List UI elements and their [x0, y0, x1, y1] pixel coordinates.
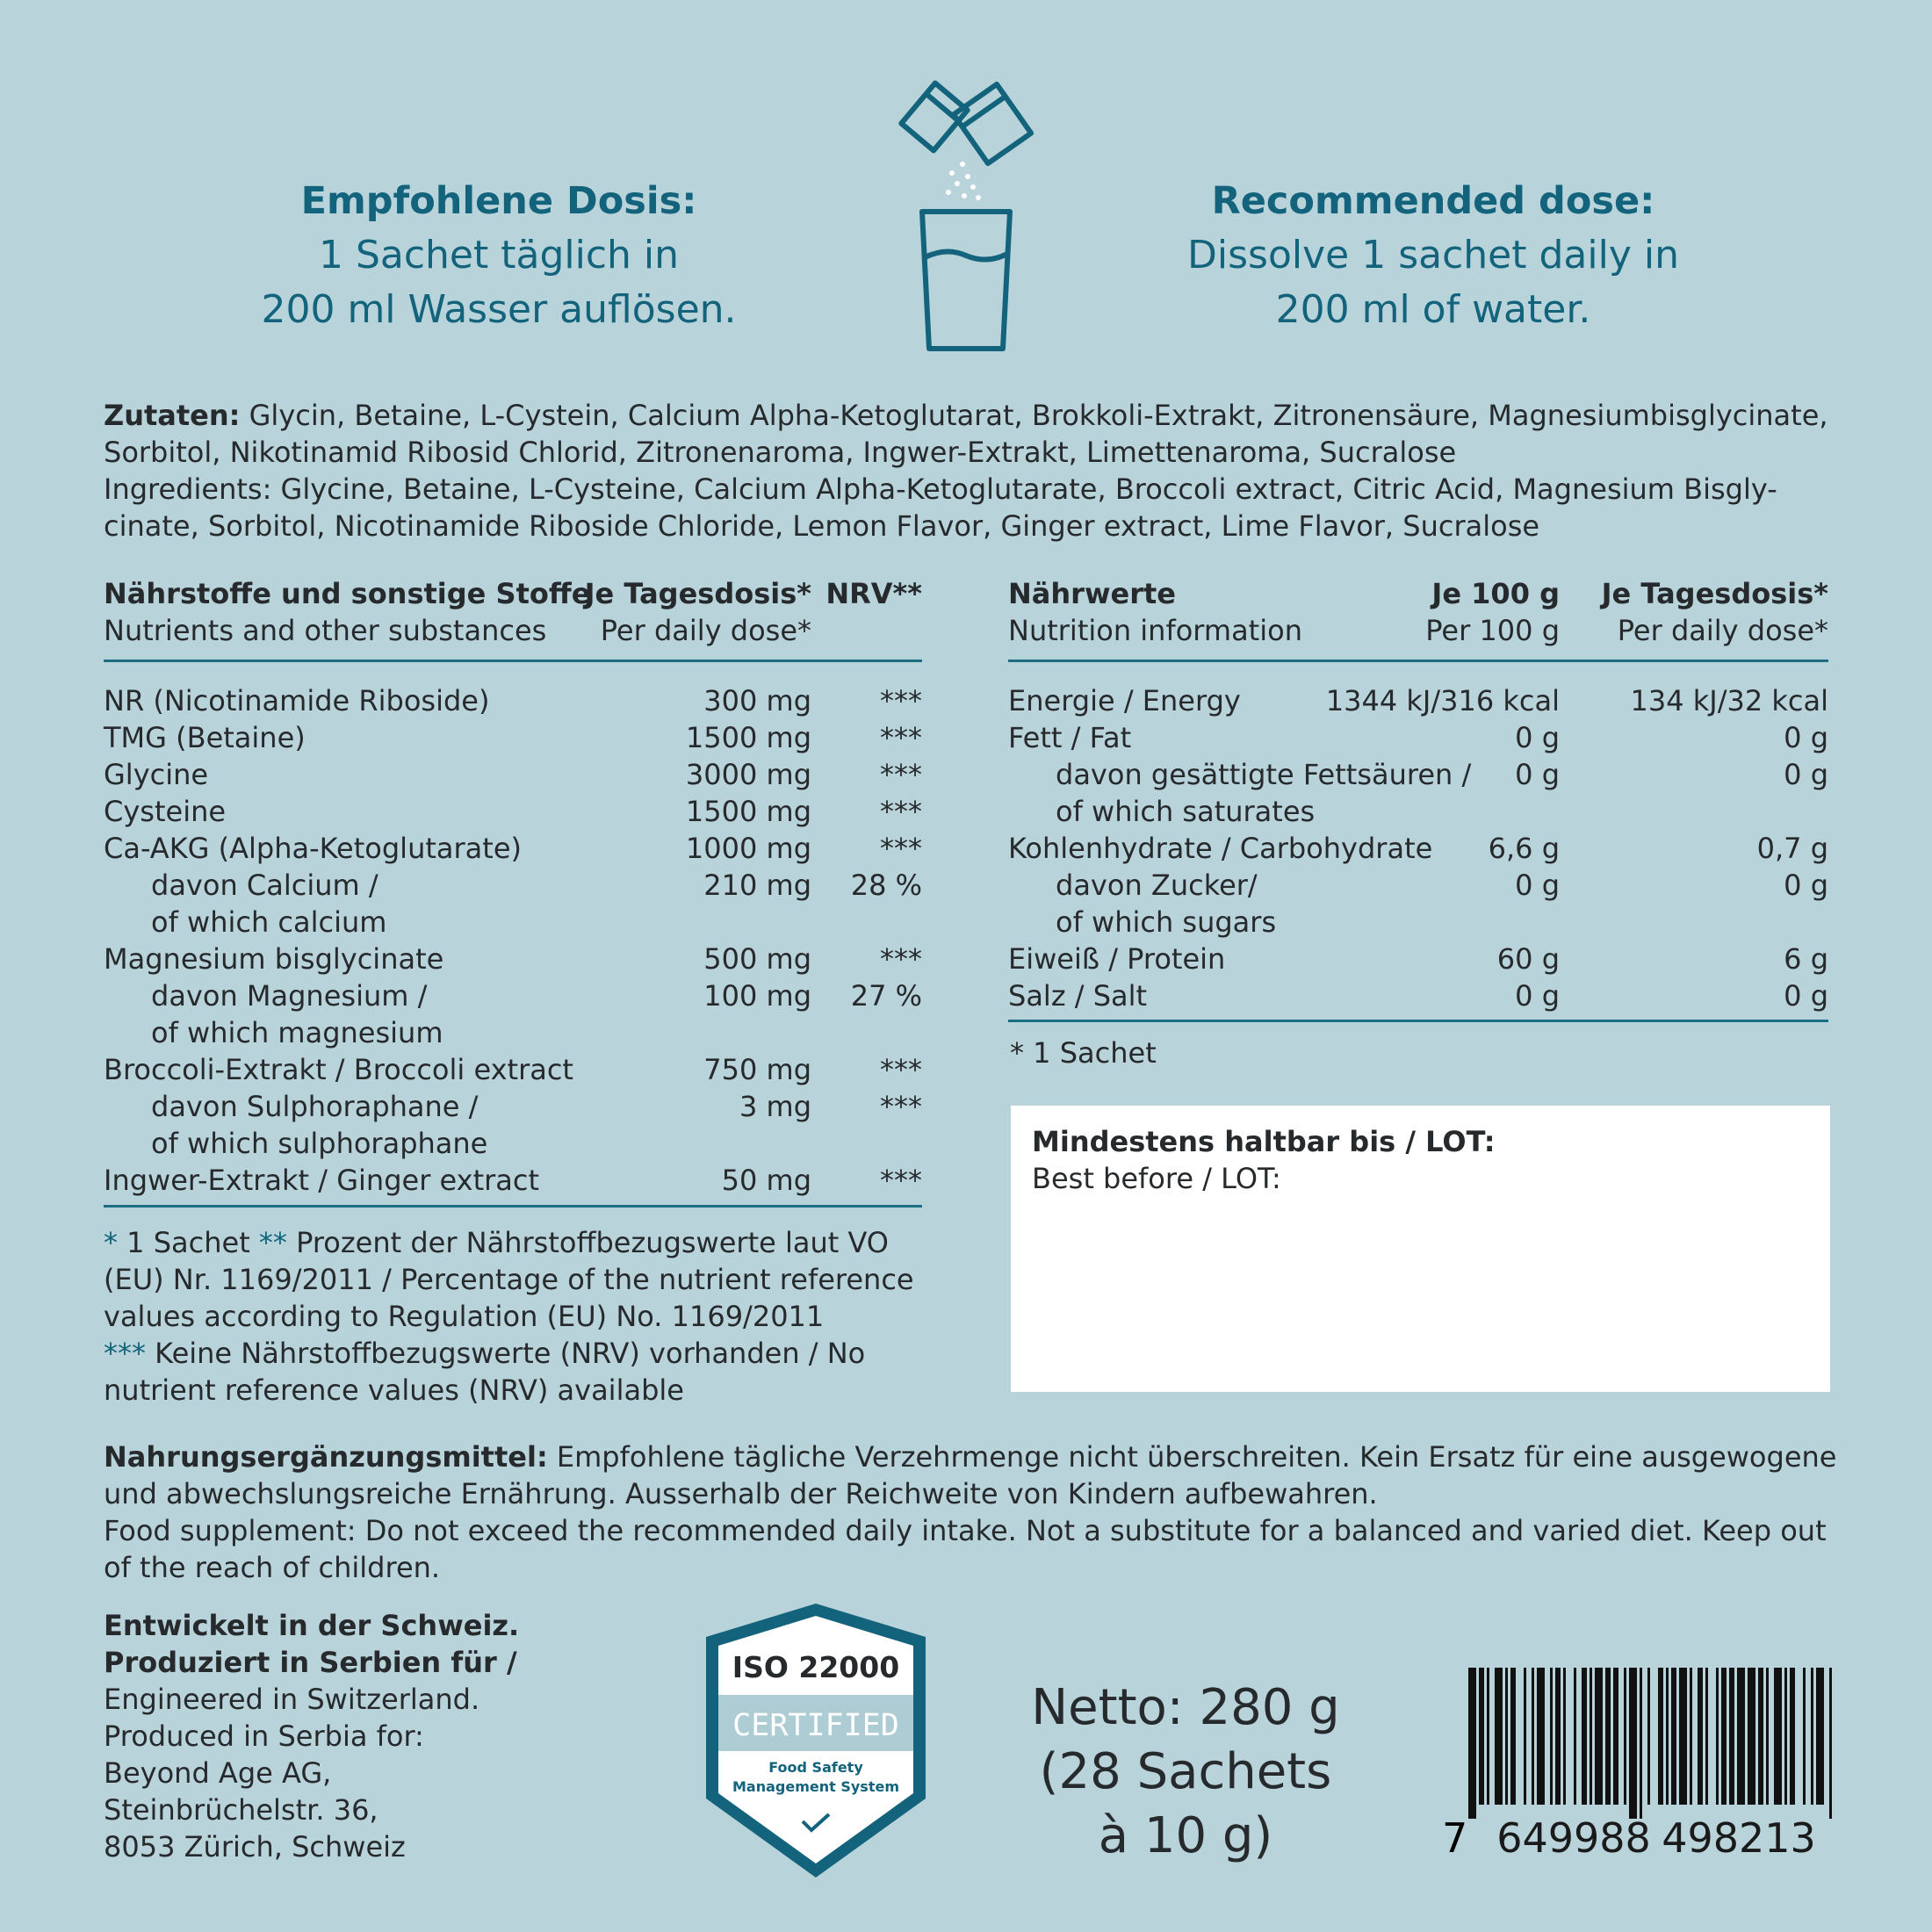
ingredients-de-text: Glycin, Betaine, L-Cystein, Calcium Alpha-Ketoglutarat, Brokkoli-Extrakt, Zitronensäure, Magnesiumbisglycinate, Sorbitol, Nikotinamid Ribosid Chlorid, Zitronenaroma, Ingwer-Extrakt, Limettenaroma, Sucralose: [104, 399, 1828, 469]
barcode-bar: [1811, 1668, 1813, 1805]
nutrient-nrv: ***: [880, 1053, 922, 1086]
barcode-bar: [1590, 1668, 1592, 1805]
nutrition-name: Eiweiß / Protein: [1008, 942, 1226, 976]
barcode-bar: [1624, 1668, 1626, 1805]
address-l1: Engineered in Switzerland.: [104, 1683, 480, 1716]
barcode-group2: 498213: [1662, 1814, 1816, 1862]
nutrient-amount: 210 mg: [703, 869, 811, 902]
nutrients-bottom-rule: [104, 1205, 922, 1208]
barcode-bar: [1524, 1668, 1526, 1805]
nutrients-rows: [104, 682, 922, 1199]
nutrition-daily: 0 g: [1784, 758, 1828, 791]
address-l2: Produced in Serbia for:: [104, 1719, 424, 1753]
table-row: [104, 1014, 922, 1051]
table-row: [104, 756, 922, 793]
lot-box: [1011, 1106, 1830, 1392]
table-row: [1008, 977, 1828, 1014]
nutrient-nrv: ***: [880, 684, 922, 717]
barcode-bar: [1774, 1668, 1782, 1805]
table-row: [1008, 719, 1828, 756]
nutrition-header-col2-en: Per 100 g: [1425, 614, 1560, 647]
barcode-bar: [1671, 1668, 1676, 1805]
iso-line1: Food Safety: [768, 1759, 863, 1776]
nutrients-header-col1: Nährstoffe und sonstige Stoffe: [104, 577, 591, 610]
footnote-text1: 1 Sachet: [118, 1226, 259, 1259]
nutrition-name: Fett / Fat: [1008, 721, 1132, 754]
barcode-bar: [1532, 1668, 1534, 1805]
barcode-bar: [1468, 1668, 1476, 1819]
nutrition-per100: 0 g: [1515, 758, 1560, 791]
barcode-bar: [1690, 1668, 1692, 1805]
nutrient-nrv: ***: [880, 758, 922, 791]
ingredients-en: Ingredients: Glycine, Betaine, L-Cysteine, Calcium Alpha-Ketoglutarate, Broccoli extract, Citric Acid, Magnesium Bisgly-cinate, Sorbitol, Nicotinamide Riboside Chloride, Lemon Flavor, Ginger extract, Lime Flavor, Sucralose: [104, 472, 1777, 543]
table-row: [104, 793, 922, 830]
nutrient-nrv: ***: [880, 832, 922, 865]
address-block: [104, 1607, 648, 1865]
nutrients-footnote: [104, 1224, 922, 1409]
barcode-bar: [1658, 1668, 1663, 1805]
supplement-de-text: Empfohlene tägliche Verzehrmenge nicht überschreiten. Kein Ersatz für eine ausgewogene und abwechslungsreiche Ernährung. Ausserhalb der Reichweite von Kindern aufbewahren.: [104, 1440, 1837, 1510]
nutrition-header-row-de: [1008, 575, 1828, 612]
nutrition-name: davon Zucker/: [1056, 869, 1258, 902]
barcode-bar: [1595, 1668, 1603, 1805]
barcode-bar: [1748, 1668, 1755, 1805]
lot-title: Mindestens haltbar bis / LOT:: [1032, 1125, 1496, 1158]
table-row: [104, 1051, 922, 1088]
nutrient-amount: 500 mg: [703, 942, 811, 976]
barcode-bar: [1716, 1668, 1719, 1805]
nutrient-amount: 750 mg: [703, 1053, 811, 1086]
nutrient-amount: 300 mg: [703, 684, 811, 717]
netto-line3: à 10 g): [1098, 1807, 1273, 1864]
nutrition-name: of which sugars: [1056, 905, 1277, 939]
nutrition-header-col3: Je Tagesdosis*: [1601, 577, 1828, 610]
nutrition-per100: 6,6 g: [1488, 832, 1560, 865]
table-row: [1008, 793, 1828, 830]
nutrition-daily: 134 kJ/32 kcal: [1630, 684, 1828, 717]
nutrition-name: Kohlenhydrate / Carbohydrate: [1008, 832, 1433, 865]
nutrient-name: Ca-AKG (Alpha-Ketoglutarate): [104, 832, 522, 865]
ingredients: [104, 397, 1851, 544]
supplement-de-label: Nahrungsergänzungsmittel:: [104, 1440, 548, 1474]
table-row: [1008, 904, 1828, 941]
barcode-bar: [1816, 1668, 1824, 1805]
barcode-bar: [1698, 1668, 1703, 1805]
barcode-bar: [1555, 1668, 1561, 1805]
barcode-bar: [1510, 1668, 1516, 1805]
nutrition-name: Salz / Salt: [1008, 979, 1148, 1013]
barcode-first-digit: 7: [1442, 1814, 1468, 1862]
barcode-bar: [1582, 1668, 1587, 1805]
nutrition-header-col2: Je 100 g: [1431, 577, 1560, 610]
barcode-bar: [1487, 1668, 1489, 1805]
dose-en-line2: 200 ml of water.: [1275, 287, 1591, 332]
nutrient-nrv: ***: [880, 795, 922, 828]
nutrients-header-rule: [104, 660, 922, 662]
barcode-group1: 649988: [1496, 1814, 1651, 1862]
table-row: [1008, 941, 1828, 977]
nutrient-name: davon Sulphoraphane /: [151, 1090, 479, 1123]
lot-subtitle: Best before / LOT:: [1032, 1162, 1281, 1195]
table-row: [1008, 756, 1828, 793]
nutrients-header-col3: NRV**: [825, 577, 922, 610]
nutrients-header-col2-en: Per daily dose*: [600, 614, 811, 647]
barcode: [1433, 1664, 1837, 1866]
barcode-bar: [1758, 1668, 1763, 1805]
nutrient-name: NR (Nicotinamide Riboside): [104, 684, 490, 717]
table-row: [1008, 867, 1828, 904]
netto-weight: [1010, 1676, 1361, 1868]
nutrition-per100: 60 g: [1496, 942, 1560, 976]
table-row: [104, 941, 922, 977]
barcode-bar: [1574, 1668, 1576, 1805]
nutrient-name: Glycine: [104, 758, 209, 791]
nutrient-nrv: ***: [880, 942, 922, 976]
lot-text: [1032, 1123, 1496, 1197]
nutrition-per100: 0 g: [1515, 979, 1560, 1013]
nutrient-name: of which magnesium: [151, 1016, 443, 1049]
address-bold2: Produziert in Serbien für /: [104, 1646, 517, 1679]
supplement-de: [104, 1438, 1851, 1512]
dose-en-line1: Dissolve 1 sachet daily in: [1187, 233, 1679, 278]
nutrients-header-col1-en: Nutrients and other substances: [104, 614, 547, 647]
nutrients-footnote-p1: [104, 1224, 922, 1335]
table-row: [1008, 682, 1828, 719]
table-row: [104, 682, 922, 719]
table-row: [104, 904, 922, 941]
barcode-bar: [1829, 1668, 1832, 1819]
ingredients-de-label: Zutaten:: [104, 399, 241, 432]
nutrients-header-col2: Je Tagesdosis*: [584, 577, 811, 610]
nutrient-nrv: ***: [880, 1164, 922, 1197]
nutrition-per100: 0 g: [1515, 721, 1560, 754]
barcode-bar: [1705, 1668, 1708, 1805]
iso-certified: CERTIFIED: [732, 1708, 899, 1743]
nutrition-per100: 1344 kJ/316 kcal: [1325, 684, 1560, 717]
nutrition-footnote: * 1 Sachet: [1010, 1036, 1157, 1070]
address-l4: Steinbrüchelstr. 36,: [104, 1793, 378, 1827]
table-row: [104, 867, 922, 904]
nutrition-name: of which saturates: [1056, 795, 1316, 828]
dose-de: [227, 174, 771, 337]
nutrient-amount: 100 mg: [703, 979, 811, 1013]
barcode-bar: [1737, 1668, 1745, 1805]
nutrient-name: Cysteine: [104, 795, 227, 828]
nutrients-table: [104, 575, 922, 1199]
nutrient-name: Ingwer-Extrakt / Ginger extract: [104, 1164, 540, 1197]
barcode-bar: [1505, 1668, 1508, 1805]
barcode-bar: [1479, 1668, 1484, 1805]
nutrients-header-row-en: [104, 612, 922, 649]
nutrient-name: of which sulphoraphane: [151, 1127, 488, 1160]
nutrient-amount: 1500 mg: [685, 721, 811, 754]
barcode-bar: [1679, 1668, 1687, 1805]
barcode-bar: [1605, 1668, 1611, 1805]
netto-line1: Netto: 280 g: [1031, 1679, 1340, 1736]
nutrition-name: davon gesättigte Fettsäuren /: [1056, 758, 1472, 791]
barcode-bar: [1721, 1668, 1727, 1805]
table-row: [104, 830, 922, 867]
barcode-bar: [1784, 1668, 1787, 1805]
barcode-bar: [1766, 1668, 1769, 1805]
barcode-bar: [1495, 1668, 1503, 1805]
footnote-text3: Keine Nährstoffbezugswerte (NRV) vorhanden / No nutrient reference values (NRV) available: [104, 1337, 866, 1407]
table-row: [104, 1125, 922, 1162]
dose-de-title: Empfohlene Dosis:: [300, 179, 697, 223]
nutrients-header-row-de: [104, 575, 922, 612]
nutrition-name: Energie / Energy: [1008, 684, 1241, 717]
barcode-bar: [1790, 1668, 1795, 1805]
nutrition-header-col1-en: Nutrition information: [1008, 614, 1302, 647]
nutrient-amount: 1500 mg: [685, 795, 811, 828]
barcode-bar: [1629, 1668, 1637, 1819]
nutrition-daily: 6 g: [1784, 942, 1828, 976]
ingredients-de: [104, 397, 1851, 471]
nutrition-daily: 0 g: [1784, 979, 1828, 1013]
footnote-text2: Prozent der Nährstoffbezugswerte laut VO (EU) Nr. 1169/2011 / Percentage of the nutrient reference values according to Regulation (EU) No. 1169/2011: [104, 1226, 914, 1333]
dose-de-line2: 200 ml Wasser auflösen.: [261, 287, 737, 332]
nutrient-amount: 1000 mg: [685, 832, 811, 865]
nutrients-footnote-p2: [104, 1335, 922, 1409]
dose-en-title: Recommended dose:: [1211, 179, 1655, 223]
table-row: [104, 977, 922, 1014]
nutrient-nrv: 27 %: [850, 979, 922, 1013]
nutrition-header-col3-en: Per daily dose*: [1617, 614, 1828, 647]
barcode-bar: [1640, 1668, 1642, 1819]
table-row: [104, 1162, 922, 1199]
barcode-bar: [1729, 1668, 1734, 1805]
nutrition-daily: 0 g: [1784, 721, 1828, 754]
barcode-bar: [1666, 1668, 1669, 1805]
nutrient-nrv: ***: [880, 721, 922, 754]
nutrient-name: davon Magnesium /: [151, 979, 428, 1013]
sachet-glass-icon: [887, 75, 1045, 356]
address-l5: 8053 Zürich, Schweiz: [104, 1830, 406, 1864]
iso-title: ISO 22000: [732, 1650, 900, 1684]
nutrition-header-rule: [1008, 660, 1828, 662]
nutrition-header-row-en: [1008, 612, 1828, 649]
nutrient-amount: 50 mg: [721, 1164, 811, 1197]
dose-en: [1161, 174, 1705, 337]
nutrient-nrv: 28 %: [850, 869, 922, 902]
nutrition-bottom-rule: [1008, 1020, 1828, 1022]
nutrient-amount: 3 mg: [739, 1090, 811, 1123]
table-row: [104, 719, 922, 756]
barcode-bar: [1563, 1668, 1566, 1805]
supplement-en: Food supplement: Do not exceed the recommended daily intake. Not a substitute for a balanced and varied diet. Keep out of the reach of children.: [104, 1514, 1827, 1584]
supplement-warning: [104, 1438, 1851, 1586]
footnote-star1: *: [104, 1226, 118, 1259]
nutrient-name: davon Calcium /: [151, 869, 378, 902]
barcode-bar: [1537, 1668, 1545, 1805]
iso-certified-badge: [699, 1598, 933, 1883]
netto-line2: (28 Sachets: [1039, 1743, 1332, 1800]
nutrient-name: Broccoli-Extrakt / Broccoli extract: [104, 1053, 573, 1086]
barcode-bar: [1550, 1668, 1553, 1805]
barcode-bar: [1647, 1668, 1650, 1805]
nutrition-daily: 0 g: [1784, 869, 1828, 902]
nutrient-amount: 3000 mg: [685, 758, 811, 791]
nutrition-rows: [1008, 682, 1828, 1014]
footnote-star2: **: [258, 1226, 287, 1259]
nutrient-nrv: ***: [880, 1090, 922, 1123]
table-row: [104, 1088, 922, 1125]
table-row: [1008, 830, 1828, 867]
footnote-star3: ***: [104, 1337, 146, 1370]
nutrient-name: TMG (Betaine): [104, 721, 306, 754]
nutrition-header-col1: Nährwerte: [1008, 577, 1176, 610]
nutrition-daily: 0,7 g: [1756, 832, 1828, 865]
barcode-bar: [1803, 1668, 1806, 1805]
address-l3: Beyond Age AG,: [104, 1756, 332, 1790]
nutrition-table: [1008, 575, 1828, 1014]
barcode-bar: [1613, 1668, 1618, 1805]
address-bold1: Entwickelt in der Schweiz.: [104, 1609, 520, 1642]
nutrient-name: Magnesium bisglycinate: [104, 942, 444, 976]
iso-line2: Management System: [732, 1778, 899, 1795]
dose-de-line1: 1 Sachet täglich in: [318, 233, 680, 278]
nutrient-name: of which calcium: [151, 905, 387, 939]
nutrition-per100: 0 g: [1515, 869, 1560, 902]
